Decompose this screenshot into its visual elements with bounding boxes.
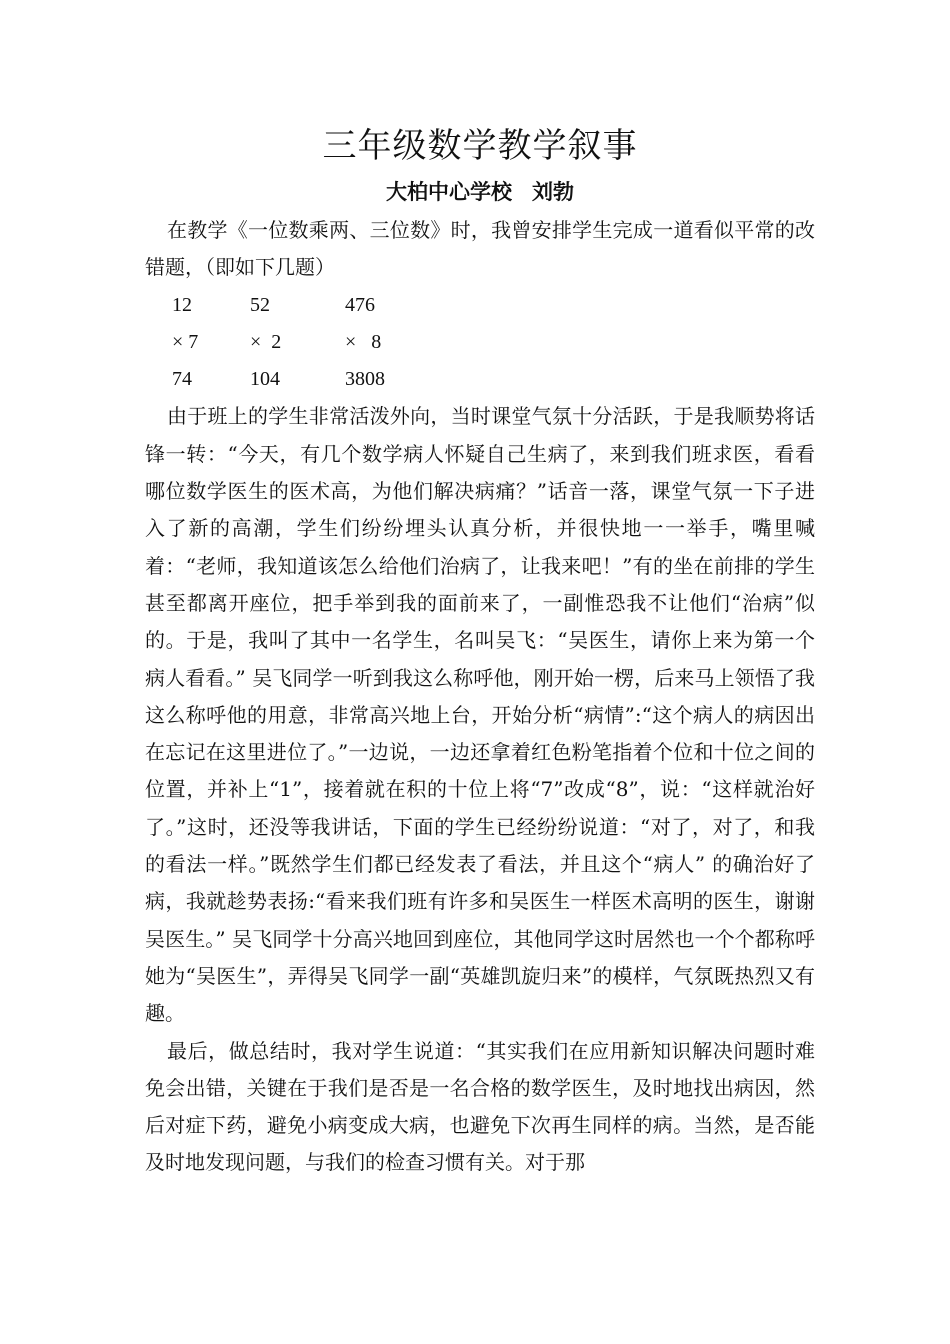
math-cell: 104: [250, 368, 280, 391]
math-cell: × 2: [250, 330, 282, 353]
body-paragraph: 最后，做总结时，我对学生说道：“其实我们在应用新知识解决问题时难免会出错，关键在于我们是否是一名合格的数学医生，及时地找出病因，然后对症下药，避免小病变成大病，也避免下次再生同样的病。当然，是否能及时地发现问题，与我们的检查习惯有关。对于那: [145, 1038, 815, 1175]
document-title: 三年级数学教学叙事: [322, 126, 638, 166]
author-name: 刘勃: [532, 179, 574, 204]
document-page: [145, 120, 815, 1182]
math-cell: 12: [172, 293, 192, 316]
multiplication-problems: [145, 287, 815, 399]
math-cell: 52: [250, 293, 270, 316]
math-cell: × 8: [345, 330, 382, 353]
document-subtitle: [145, 172, 815, 212]
math-cell: 3808: [345, 368, 385, 391]
math-cell: × 7: [172, 330, 199, 353]
math-cell: 74: [172, 368, 192, 391]
body-paragraph: 由于班上的学生非常活泼外向，当时课堂气氛十分活跃，于是我顺势将话锋一转：“今天，有几个数学病人怀疑自己生病了，来到我们班求医，看看哪位数学医生的医术高，为他们解决病痛？”话音一落，课堂气氛一下子进入了新的高潮，学生们纷纷埋头认真分析，并很快地一一举手，嘴里喊着：“老师，我知道该怎么给他们治病了，让我来吧！”有的坐在前排的学生甚至都离开座位，把手举到我的面前来了，一副惟恐我不让他们“治病”似的。于是，我叫了其中一名学生，名叫吴飞：“吴医生，请你上来为第一个病人看看。” 吴飞同学一听到我这么称呼他，刚开始一楞，后来马上领悟了我这么称呼他的用意，非常高兴地上台，开始分析“病情”:“这个病人的病因出在忘记在这里进位了。”一边说，一边还拿着红色粉笔指着个位和十位之间的位置，并补上“1”，接着就在积的十位上将“7”改成“8”，说：“这样就治好了。”这时，还没等我讲话，下面的学生已经纷纷说道：“对了，对了，和我的看法一样。”既然学生们都已经发表了看法，并且这个“病人” 的确治好了病，我就趁势表扬:“看来我们班有许多和吴医生一样医术高明的医生，谢谢吴医生。” 吴飞同学十分高兴地回到座位，其他同学这时居然也一个个都称呼她为“吴医生”，弄得吴飞同学一副“英雄凯旋归来”的模样，气氛既热烈又有趣。: [145, 404, 815, 1026]
school-name: 大柏中心学校: [386, 179, 512, 204]
math-row-product: [145, 361, 815, 398]
math-row-multiplier: [145, 324, 815, 361]
math-row-multiplicand: [145, 287, 815, 324]
math-cell: 476: [345, 293, 375, 316]
intro-paragraph: 在教学《一位数乘两、三位数》时，我曾安排学生完成一道看似平常的改错题，（即如下几题）: [145, 218, 815, 280]
